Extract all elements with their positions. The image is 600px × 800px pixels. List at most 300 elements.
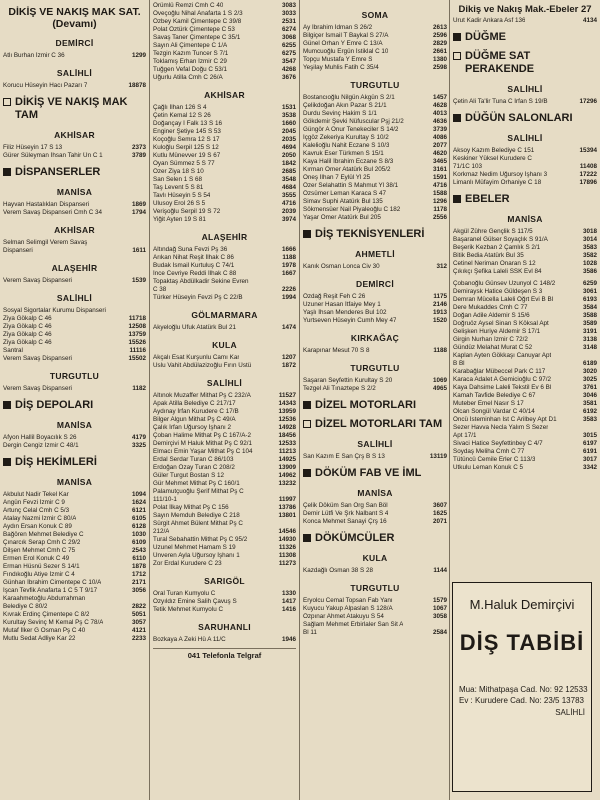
listing-phone: 1591 [432,174,447,181]
listing-name: Olcan Songül Vardar C 40/14 [453,408,535,415]
listing-entry [453,344,597,352]
listing-entry [153,480,296,488]
listing-entry [3,201,146,209]
listing-entry [303,385,447,393]
listing-phone: 2613 [432,24,447,31]
listing-phone: 4013 [432,110,447,117]
listing-phone: 2050 [281,152,296,159]
listing-phone: 1913 [432,309,447,316]
listing-entry [153,128,296,136]
listing-name: 111/10-1 [153,496,177,503]
listing-entry [453,400,597,408]
listing-name: Aksoy Kazım Belediye C 151 [453,147,535,154]
listing-phone: 1994 [281,294,296,301]
listing-phone: 6109 [131,539,146,546]
listing-entry [3,515,146,523]
listing-entry [3,315,146,323]
listing-name: Sosyal Sigortalar Kurumu Dispanseri [3,307,106,314]
listing-phone: 2543 [131,547,146,554]
listing-entry [153,74,296,82]
listing-entry [153,472,296,480]
listing-name: Ziya Gökalp C 46 [3,323,52,330]
ad-dentist-name: M.Haluk Demirçivi [469,597,575,612]
listing-name: Özdağ Reşit Feh C 26 [303,293,366,300]
listing-name: Aydın Ersan Konuk C 89 [3,523,72,530]
listing-name: Kaplan Ayten Gökkaşı Canuyar Apt [453,352,552,359]
listing-phone: 6274 [281,26,296,33]
listing-phone: 6121 [131,507,146,514]
listing-phone: 6189 [582,360,597,367]
category-heading [3,96,146,122]
listing-name: Sezer Havva Necla Yalım S Sezer [453,424,549,431]
listing-name: Karapınar Mesut 70 S 8 [303,347,370,354]
listing-phone: 4636 [432,118,447,125]
listing-phone: 6110 [132,555,146,562]
listing-entry [303,158,447,166]
listing-phone: 3676 [281,74,296,81]
listing-entry [453,328,597,336]
listing-entry [303,629,447,637]
listing-entry [453,244,597,252]
listing-name: Toklamış Erhan İzmir C 29 [153,58,227,65]
listing-entry [303,453,447,461]
listing-phone: 14546 [278,528,296,535]
listing-phone: 2226 [281,286,296,293]
listing-entry [153,200,296,208]
listing-name: Beşerik Kezban 2 Çamlık S 2/1 [453,244,541,251]
listing-phone: 2077 [432,142,447,149]
listing-phone: 6275 [281,50,296,57]
listing-name: Ziya Gökalp C 46 [3,315,52,322]
listing-name: Günel Orhan Y Emre C 13/A [303,40,383,47]
listing-name: Demran Mücella Laleli Öğrt Evi B Bl [453,296,554,303]
listing-name: B Bl [453,360,465,367]
filled-square-icon [303,230,311,238]
listing-entry [453,392,597,400]
listing-name: Karaca Adalet A Gemicioğlu C 97/2 [453,376,552,383]
listing-entry [153,286,296,294]
listing-name: Çalık İrfan Uğursoy İşhanı 2 [153,424,232,431]
listing-name: Karaahmetoğlu Abdurrahman [3,595,86,602]
listing-entry [303,118,447,126]
filled-square-icon [303,469,311,477]
listing-entry [153,488,296,496]
listing-phone: 11116 [129,347,146,354]
listing-phone: 3061 [582,288,597,295]
listing-name: Tural Sebahattin Mithat Pş C 95/2 [153,536,248,543]
listing-entry [303,206,447,214]
listing-entry [3,277,146,285]
listing-name: Demirçivi M Haluk Mithat Pş C 92/1 [153,440,253,447]
listing-name: Elmacı Emin Yaşar Mithat Pş C 104 [153,448,253,455]
city-heading: SARIGÖL [204,576,245,586]
listing-entry [153,324,296,332]
category-label: DİZEL MOTORLARI [315,399,417,411]
listing-name: Çelik Döküm San Org San Böl [303,502,388,509]
listing-name: Gür Mehmet Mithat Pş C 160/1 [153,480,240,487]
listing-entry [303,174,447,182]
listing-phone: 3547 [281,58,296,65]
category-label: DİSPANSERLER [15,166,101,178]
listing-entry [303,94,447,102]
listing-name: Uslu Vahit Abdülazizoğlu Fırın Üstü [153,362,252,369]
listing-entry [303,317,447,325]
listing-phone: 1296 [432,198,447,205]
listing-phone: 1579 [432,597,447,604]
listing-name: Belediye C 80/2 [3,603,48,610]
listing-name: Demiraysk Hatice Güldeşen S 3 [453,288,543,295]
listing-name: Karabağlar Mübeccel Park C 117 [453,368,546,375]
listing-name: Çetin Kemal 12 S 26 [153,112,211,119]
listing-name: Öneş İlhan 7 Eylül Yl 25 [303,174,371,181]
category-label: DÜĞME SAT PERAKENDE [465,50,535,75]
listing-entry [453,320,597,328]
listing-phone: 1520 [432,317,447,324]
listing-phone: 11718 [128,315,146,322]
listing-phone: 3974 [281,216,296,223]
listing-entry [303,110,447,118]
listing-name: Limanlı Müfayim Orhaniye C 18 [453,179,542,186]
listing-entry [453,280,597,288]
listing-phone: 1666 [281,246,296,253]
listing-phone: 1028 [582,260,597,267]
listing-entry [303,518,447,526]
listing-name: Özpınar Ahmet Atakuyu S 54 [303,613,384,620]
listing-name: Topçu Mustafa Y Emre S [303,56,373,63]
listing-phone: 11308 [278,552,296,559]
listing-phone: 2146 [432,301,447,308]
listing-phone: 17222 [579,171,597,178]
page-footer: 041 Telefonla Telgraf [153,648,296,660]
listing-phone: 3017 [582,456,597,463]
listing-entry [453,288,597,296]
listing-name: Uzuner Hasan İtfaiye Mey 1 [303,301,381,308]
city-heading: KULA [362,553,388,563]
listing-phone: 3191 [582,328,597,335]
listing-name: Saşaran Seyfettin Kurultay S 20 [303,377,393,384]
listing-entry [453,147,597,155]
listing-entry [153,590,296,598]
listing-phone: 3014 [582,236,597,243]
listing-entry [3,555,146,563]
listing-entry [153,144,296,152]
listing-entry [453,236,597,244]
listing-entry [3,434,146,442]
city-heading: MANİSA [357,488,393,498]
listing-phone: 6105 [131,515,146,522]
listing-name: Urut Kadir Ankara Asf 136 [453,17,526,24]
listing-name: Bağören Mehmet Belediye C [3,531,84,538]
ad-title: DİŞ TABİBİ [459,630,585,655]
listing-name: Angün Fevzi İzmir C 9 [3,499,65,506]
listing-name: Başaranel Gülser Soyaçlık S 91/A [453,236,548,243]
listing-entry [303,24,447,32]
listing-name: Kaya Dahsime Laleli Tekstil Ev 6 Bl [453,384,552,391]
listing-phone: 14930 [278,536,296,543]
listing-phone: 3465 [432,158,447,165]
city-heading: KIRKAĞAÇ [350,333,400,343]
listing-entry [153,66,296,74]
listing-phone: 2685 [281,168,296,175]
listing-entry [303,134,447,142]
listing-entry [153,58,296,66]
listing-name: Selman Selimgil Verem Savaş [3,239,88,246]
listing-entry [303,190,447,198]
listing-name: Güler Turgut Bostan S 12 [153,472,225,479]
listing-entry [3,307,146,315]
listing-name: Günhan İbrahim Cimentepe C 10/A [3,579,102,586]
listing-name: Ay İbrahim İdman S 26/2 [303,24,373,31]
listing-phone: 3589 [582,320,597,327]
listing-name: Zor Erdal Kurudere C 23 [153,560,222,567]
listing-phone: 3056 [131,587,146,594]
listing-name: Akyeloğlu Ufuk Atatürk Bul 21 [153,324,236,331]
listing-phone: 13959 [278,408,296,415]
listing-name: Palamutçuoğlu Şerif Mithat Pş C [153,488,244,495]
city-heading: AKHİSAR [54,225,95,235]
listing-name: Korkmaz Nedim Uğursoy İşhanı 3 [453,171,548,178]
listing-name: 212/A [153,528,170,535]
listing-phone: 1417 [281,598,296,605]
listing-phone: 1978 [281,262,296,269]
category-label: DİŞ DEPOLARI [15,399,94,411]
listing-entry [3,635,146,643]
listing-name: Cetinel Neriman Onaran S 12 [453,260,536,267]
listing-phone: 3083 [281,2,296,9]
filled-square-icon [3,458,11,466]
listing-name: Özer Ziya 18 S 10 [153,168,204,175]
listing-phone: 6255 [281,42,296,49]
listing-entry [153,552,296,560]
listing-entry [453,448,597,456]
listing-name: Çınarcık Serap Cmh C 29/2 [3,539,81,546]
listing-entry [303,301,447,309]
filled-square-icon [453,195,461,203]
listing-entry [153,440,296,448]
listing-phone: 11997 [278,496,296,503]
listing-name: 71/1C 103 [453,163,483,170]
listing-entry [453,260,597,268]
listing-entry [303,182,447,190]
listing-name: Fındıkoğlu Atiye İzmir C 4 [3,571,75,578]
listing-name: Tütüncü Cemile Erler C 113/3 [453,456,536,463]
listing-entry [153,512,296,520]
listing-phone: 1030 [131,531,146,538]
listing-entry [153,26,296,34]
listing-entry [153,50,296,58]
listing-name: Bilger Algun Mithat Pş C 49/A [153,416,236,423]
listing-entry [453,360,597,368]
listing-entry [153,456,296,464]
city-heading: DEMİRCİ [356,279,394,289]
listing-phone: 3555 [281,192,296,199]
listing-name: Özsümer Leman Karaca S 47 [303,190,386,197]
listing-phone: 4716 [432,182,447,189]
listing-phone: 1624 [131,499,146,506]
listing-entry [453,352,597,360]
listing-entry [153,208,296,216]
listing-entry [153,176,296,184]
listing-phone: 2045 [281,128,296,135]
listing-entry [453,432,597,440]
listing-phone: 1869 [131,201,146,208]
city-heading: SALİHLİ [56,293,93,303]
listing-phone: 3739 [432,126,447,133]
listing-phone: 4620 [432,150,447,157]
listing-entry [153,354,296,362]
listing-phone: 1539 [131,277,146,284]
listing-name: San Kazım E San Çrş B S 13 [303,453,385,460]
listing-phone: 2373 [131,144,146,151]
listing-entry [303,377,447,385]
listing-name: Kıvrak Erdinç Çimentepe C 8/2 [3,611,90,618]
listing-phone: 3588 [582,312,597,319]
listing-name: Dergin Cengiz İzmir C 48/1 [3,442,79,449]
listing-name: Tavlı Hüseyin 5 S 54 [153,192,211,199]
city-heading: KULA [212,340,237,350]
listing-name: Altınok Muzaffer Mithat Pş C 232/A [153,392,251,399]
listing-name: Muteber Emel Nasır S 17 [453,400,524,407]
listing-name: Yaşlı İhsan Menderes Bul 102 [303,309,387,316]
listing-name: Kuloğlu Serpil 125 S 12 [153,144,219,151]
listing-name: Kavruk Eser Türkmen S 15/1 [303,150,384,157]
listing-name: Öncü İsteminhan Ist C Arilbey Apt D1 [453,416,557,423]
listing-phone: 2556 [432,214,447,221]
listing-name: Kutlu Münevver 19 S 67 [153,152,221,159]
listing-phone: 2233 [131,635,146,642]
column-3 [300,2,450,800]
listing-name: Oral Turan Kumyolu C [153,590,216,597]
column-2 [150,2,299,800]
listing-name: Sökmensüer Nail Piyaleoğlu C 182 [303,206,401,213]
listing-name: Güngör A Onur Tenekeciler S 14/2 [303,126,399,133]
listing-phone: 4086 [432,134,447,141]
listing-phone: 1067 [432,605,447,612]
listing-entry [153,560,296,568]
listing-phone: 1872 [281,362,296,369]
listing-name: Santral [3,347,23,354]
listing-phone: 14343 [278,400,296,407]
listing-entry [153,120,296,128]
listing-name: Girgin Nurhan İzmir C 72/2 [453,336,528,343]
city-heading: ALAŞEHİR [201,232,248,242]
listing-name: Erman Hüsnü Sezer S 14/1 [3,563,80,570]
category-heading [453,112,597,125]
listing-name: Koçoğlu Semra 12 S 17 [153,136,220,143]
listing-entry [3,611,146,619]
listing-entry [3,619,146,627]
filled-square-icon [453,33,461,41]
listing-entry [303,510,447,518]
listing-entry [453,384,597,392]
listing-phone: 3018 [582,228,597,235]
listing-entry [303,621,447,629]
listing-phone: 17296 [579,98,597,105]
listing-name: San Selen 1 S 68 [153,176,203,183]
listing-entry [453,304,597,312]
listing-entry [153,2,296,10]
listing-name: Gökdemir Şevki Nüfuscular Pşj 21/2 [303,118,404,125]
listing-phone: 1794 [131,209,146,216]
listing-phone: 1457 [432,94,447,101]
listing-name: İnce Cevriye Reddi İlhak C 88 [153,270,237,277]
city-heading: ALAŞEHİR [51,263,98,273]
listing-phone: 3058 [432,613,447,620]
listing-phone: 6193 [582,296,597,303]
listing-entry [3,339,146,347]
listing-entry [153,636,296,644]
listing-phone: 1842 [281,160,296,167]
listing-phone: 3342 [582,464,597,471]
listing-phone: 4684 [281,184,296,191]
listing-name: Kamah Tavfide Belediye C 67 [453,392,536,399]
listing-name: Topaktaş Abdülkadir Sekine Evren [153,278,249,285]
listing-entry [153,504,296,512]
listing-entry [153,246,296,254]
listing-phone: 1611 [132,247,146,254]
listing-entry [453,296,597,304]
listing-name: Aydınay İrfan Kurudere C 17/B [153,408,239,415]
listing-name: Ermen Erol Konuk C 49 [3,555,70,562]
listing-entry [303,309,447,317]
listing-name: Bitik Bedia Atatürk Bul 35 [453,252,524,259]
listing-name: Durdu Sevinç Hakim S 1/1 [303,110,377,117]
listing-phone: 13801 [278,512,296,519]
listing-entry [3,347,146,355]
listing-phone: 3607 [432,502,447,509]
category-heading [303,228,447,241]
listing-name: Verişoğlu Serpil 19 S 72 [153,208,221,215]
listing-entry [153,536,296,544]
listing-name: Tezgin Kazım Tuncer S 7/1 [153,50,229,57]
listing-phone: 4694 [281,144,296,151]
listing-phone: 14928 [278,424,296,431]
listing-phone: 5051 [131,611,146,618]
listing-name: Kurultay Sevinç M Kemal Pş C 78/A [3,619,104,626]
city-heading: MANİSA [56,477,93,487]
listing-phone: 6197 [582,440,597,447]
listing-phone: 4179 [131,434,146,441]
listing-name: Akbulut Nadir Tekel Kar [3,491,69,498]
listing-name: Ziya Gökalp C 46 [3,339,52,346]
listing-phone: 2598 [432,64,447,71]
listing-name: Özbey Kamil Çimentepe C 39/8 [153,18,242,25]
listing-entry [153,278,296,286]
category-label: DİKİŞ VE NAKIŞ MAK TAM [15,96,128,121]
listing-entry [153,216,296,224]
listing-name: Akçalı Esat Kurşunlu Camı Kar [153,354,240,361]
listing-entry [153,10,296,18]
listing-name: Erdal Serdar Turan C 86/103 [153,456,234,463]
listing-phone: 3581 [582,400,597,407]
listing-entry [153,424,296,432]
listing-entry [303,293,447,301]
city-heading: DEMİRCİ [55,38,94,48]
listing-name: Keskiner Yüksel Kurudere C [453,155,532,162]
listing-name: Sürgit Ahmet Bülent Mithat Pş C [153,520,243,527]
category-heading [3,166,146,179]
listing-name: Simav Suphi Atatürk Bul 135 [303,198,383,205]
listing-phone: 2039 [281,208,296,215]
listing-phone: 3582 [582,252,597,259]
listing-phone: 2035 [281,136,296,143]
listing-entry [303,102,447,110]
city-heading: GÖLMARMARA [191,310,258,320]
listing-name: Sağlam Mehmet Erbirlaler San Sit A [303,621,404,628]
listing-phone: 14925 [278,456,296,463]
ad-office-address: Mua: Mithatpaşa Cad. No: 92 12533 [459,685,588,694]
filled-square-icon [3,168,11,176]
